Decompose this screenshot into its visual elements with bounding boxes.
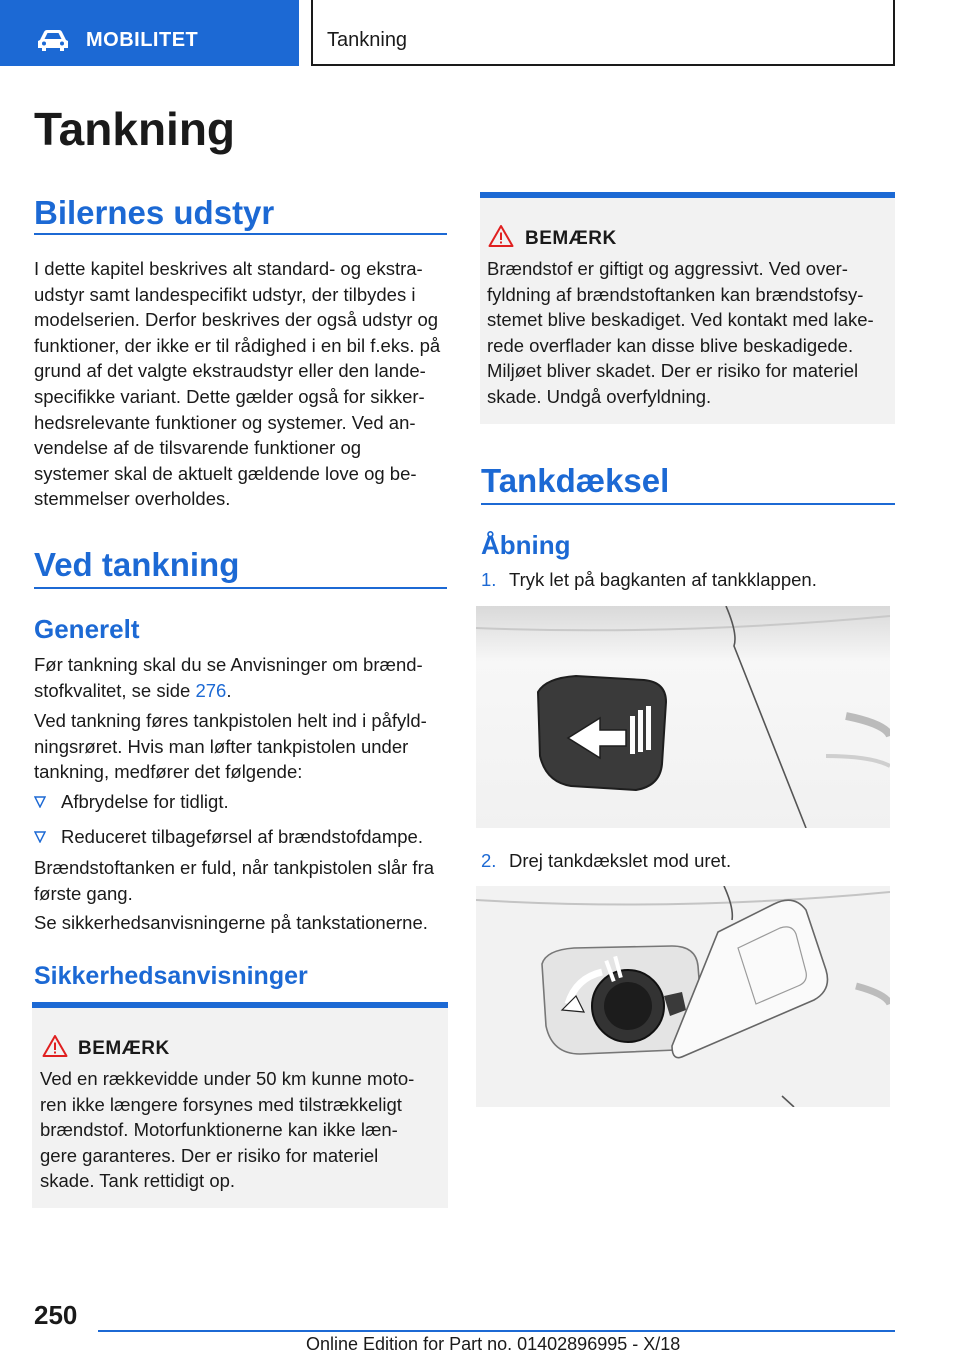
warning-icon <box>42 1034 68 1058</box>
text-line: skade. Undgå overfyldning. <box>487 385 712 407</box>
text-line: I dette kapitel beskrives alt standard- og ekstra- <box>34 258 423 279</box>
header-chapter-tab[interactable] <box>0 0 299 66</box>
step-number: 2. <box>481 850 497 871</box>
note-text <box>40 1066 440 1194</box>
station-paragraph: Se sikkerhedsanvisningerne på tankstationerne. <box>34 912 428 933</box>
text-line: stemet blive beskadiget. Ved kontakt med lake- <box>487 309 874 331</box>
list-item: Afbrydelse for tidligt. <box>34 789 450 815</box>
text-line: fyldning af brændstoftanken kan brændstofsy- <box>487 283 864 305</box>
step-text: Drej tankdækslet mod uret. <box>509 850 732 871</box>
section-label: Tankning <box>327 29 408 51</box>
text-line: grund af det valgte ekstraudstyr eller den lande- <box>34 360 426 382</box>
text-line: skade. Tank rettidigt op. <box>40 1170 236 1192</box>
page-number: 250 <box>34 1300 78 1330</box>
full-paragraph <box>34 855 450 906</box>
text-line: udstyr samt landespecifikt udstyr, der tilbydes i <box>34 283 416 305</box>
text-line: hedsrelevante funktioner og systemer. Ved an- <box>34 411 416 433</box>
triangle-bullet-icon <box>34 831 46 843</box>
heading-opening: Åbning <box>481 530 571 560</box>
heading-tankcap: Tankdæksel <box>481 462 670 499</box>
tank-cap-illustration <box>476 886 890 1107</box>
page-title: Tankning <box>34 103 236 155</box>
heading-refuel: Ved tankning <box>34 546 240 583</box>
text-line: brændstof. Motorfunktionerne kan ikke læn- <box>40 1119 398 1141</box>
text-line: stemmelser overholdes. <box>34 488 231 510</box>
step-number: 1. <box>481 569 497 590</box>
list-item: Reduceret tilbageførsel af brændstofdampe. <box>34 824 450 850</box>
text-line: Ved en rækkevidde under 50 km kunne moto- <box>40 1068 415 1089</box>
heading-general: Generelt <box>34 614 140 644</box>
text-line: vendelse af de tilsvarende funktioner og <box>34 437 362 459</box>
text-line: Miljøet bliver skadet. Der er risiko for materiel <box>487 360 859 382</box>
text-line: Ved tankning føres tankpistolen helt ind i påfyld- <box>34 710 427 731</box>
note-box <box>480 192 895 424</box>
heading-equipment: Bilernes udstyr <box>34 194 275 231</box>
page-link[interactable]: 276 <box>195 679 227 701</box>
car-icon <box>36 28 70 52</box>
text-line: første gang. <box>34 882 133 904</box>
equipment-paragraph <box>34 256 450 512</box>
note-title: BEMÆRK <box>78 1038 170 1059</box>
text-line: Brændstoftanken er fuld, når tankpistolen slår fra <box>34 857 435 878</box>
heading-rule <box>34 233 447 235</box>
heading-rule <box>34 587 447 589</box>
text-line: rede overflader kan disse blive beskadigede. <box>487 334 854 356</box>
text-line: modelserien. Derfor beskrives der også udstyr og <box>34 309 439 331</box>
footer-edition: Online Edition for Part no. 01402896995 - X/18 <box>306 1334 681 1354</box>
text-line: ren ikke længere forsynes med tilstrækkeligt <box>40 1093 402 1115</box>
header-section-box <box>311 0 895 66</box>
general-paragraph: Før tankning skal du se Anvisninger om brænd- stofkvalitet, se side 276. <box>34 654 423 701</box>
warning-icon <box>488 224 514 248</box>
chapter-label: MOBILITET <box>86 29 199 51</box>
fuel-flap-illustration <box>476 606 890 828</box>
note-text <box>487 256 889 410</box>
note-title: BEMÆRK <box>525 228 617 249</box>
heading-safety: Sikkerhedsanvisninger <box>34 962 308 990</box>
footer-rule <box>98 1330 895 1332</box>
text-line: systemer skal de aktuelt gældende love og be- <box>34 462 417 484</box>
heading-rule <box>481 503 895 505</box>
text-line: specifikke variant. Dette gælder også for sikker- <box>34 385 425 407</box>
text-line: funktioner, der ikke er til rådighed i en bil f.eks. på <box>34 334 441 356</box>
text-line: ningsrøret. Hvis man løfter tankpistolen under <box>34 735 409 757</box>
text-line: tankning, medfører det følgende: <box>34 761 303 783</box>
triangle-bullet-icon <box>34 796 46 808</box>
text-line: Brændstof er giftigt og aggressivt. Ved over- <box>487 258 848 279</box>
figure-fuel-flap <box>476 606 890 828</box>
figure-tank-cap <box>476 886 890 1107</box>
step-text: Tryk let på bagkanten af tankklappen. <box>509 569 817 590</box>
nozzle-paragraph <box>34 708 450 785</box>
note-box <box>32 1002 448 1208</box>
text-line: gere garanteres. Der er risiko for materiel <box>40 1144 379 1166</box>
